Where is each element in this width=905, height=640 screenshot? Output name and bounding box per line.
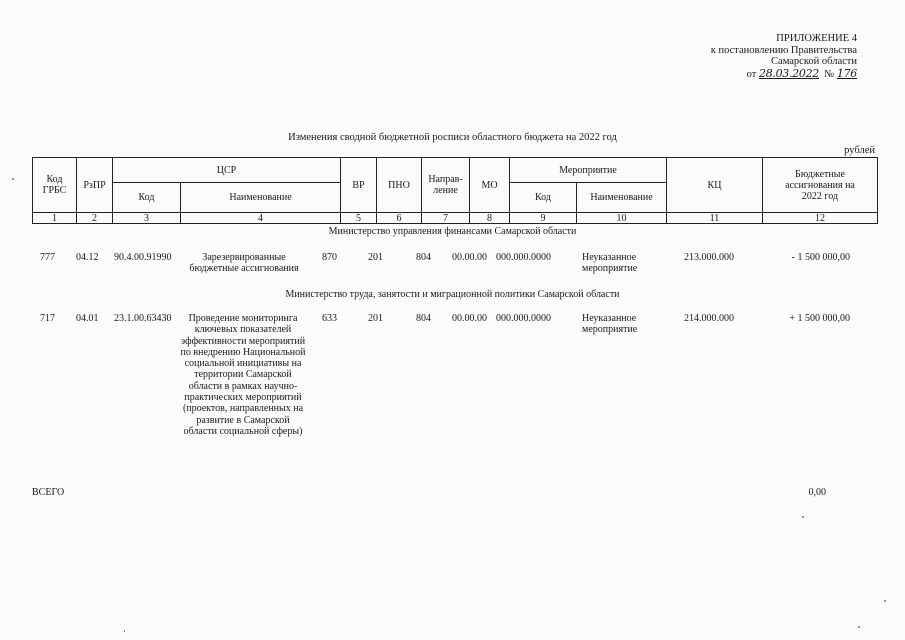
header-mo: МО	[469, 157, 509, 212]
cell-mo: 00.00.00	[452, 252, 487, 263]
col-number: 12	[762, 212, 878, 224]
col-number: 2	[76, 212, 112, 224]
ministry-heading: Министерство труда, занятости и миграционной политики Самарской области	[285, 289, 620, 300]
header-csr-name: Наименование	[180, 182, 340, 212]
unit-label: рублей	[844, 145, 875, 156]
header-pno: ПНО	[376, 157, 421, 212]
cell-event-name: Неуказанное мероприятие	[582, 252, 638, 275]
header-vr: ВР	[340, 157, 376, 212]
cell-csr-code: 23.1.00.63430	[114, 313, 172, 324]
handwritten-number: 176	[836, 66, 857, 80]
header-csr-kod: Код	[112, 182, 180, 212]
scan-speck	[124, 630, 125, 632]
cell-kc: 213.000.000	[684, 252, 734, 263]
cell-grbs: 777	[40, 252, 55, 263]
scan-speck	[802, 516, 804, 518]
col-number: 10	[576, 212, 666, 224]
scan-speck	[858, 626, 860, 628]
col-number: 3	[112, 212, 180, 224]
ministry-heading: Министерство управления финансами Самарской области	[328, 226, 577, 237]
from-label: от	[746, 68, 757, 80]
header-kc: КЦ	[666, 157, 762, 212]
number-label: №	[824, 68, 835, 80]
col-number: 9	[509, 212, 576, 224]
cell-pno: 201	[368, 252, 383, 263]
cell-amount: + 1 500 000,00	[789, 313, 850, 324]
col-number: 11	[666, 212, 762, 224]
cell-event-code: 000.000.0000	[496, 252, 551, 263]
handwritten-date: 28.03.2022	[759, 66, 819, 80]
cell-rzpr: 04.12	[76, 252, 99, 263]
cell-grbs: 717	[40, 313, 55, 324]
cell-event-name: Неуказанное мероприятие	[582, 313, 638, 336]
cell-direction: 804	[416, 313, 431, 324]
cell-vr: 633	[322, 313, 337, 324]
col-number: 8	[469, 212, 509, 224]
header-rzpr: РзПР	[76, 157, 112, 212]
header-event: Мероприятие	[509, 157, 666, 182]
total-label: ВСЕГО	[32, 487, 65, 498]
header-event-name: Наименование	[576, 182, 666, 212]
header-event-kod: Код	[509, 182, 576, 212]
cell-csr-name: Проведение мониторинга ключевых показателей эффективности мероприятий по внедрению Национальной социальной инициативы на территории Самарской области в рамках научно-практических мероприятий (проектов, направленных на развитие в Самарской области социальной сферы)	[180, 313, 306, 437]
col-number: 6	[376, 212, 421, 224]
cell-vr: 870	[322, 252, 337, 263]
appendix-region: Самарской области	[771, 56, 857, 67]
header-kod-grbs: Код ГРБС	[32, 157, 76, 212]
document-title: Изменения сводной бюджетной росписи областного бюджета на 2022 год	[288, 132, 617, 143]
scan-speck	[12, 178, 14, 180]
header-budget: Бюджетные ассигнования на 2022 год	[762, 157, 878, 212]
cell-direction: 804	[416, 252, 431, 263]
cell-pno: 201	[368, 313, 383, 324]
col-number: 1	[32, 212, 76, 224]
cell-event-code: 000.000.0000	[496, 313, 551, 324]
header-csr: ЦСР	[112, 157, 340, 182]
scan-speck	[884, 600, 886, 602]
cell-csr-name: Зарезервированные бюджетные ассигнования	[189, 252, 299, 275]
total-amount: 0,00	[808, 487, 826, 498]
appendix-date-line	[711, 68, 857, 81]
header-direction: Направ-ление	[421, 157, 469, 212]
cell-mo: 00.00.00	[452, 313, 487, 324]
appendix-subtitle: к постановлению Правительства	[710, 44, 857, 56]
appendix-block	[711, 33, 857, 80]
cell-kc: 214.000.000	[684, 313, 734, 324]
col-number: 5	[340, 212, 376, 224]
col-number: 7	[421, 212, 469, 224]
table-header	[32, 157, 878, 227]
cell-csr-code: 90.4.00.91990	[114, 252, 172, 263]
cell-rzpr: 04.01	[76, 313, 99, 324]
appendix-title: ПРИЛОЖЕНИЕ 4	[776, 33, 857, 44]
cell-amount: - 1 500 000,00	[791, 252, 850, 263]
col-number: 4	[180, 212, 340, 224]
